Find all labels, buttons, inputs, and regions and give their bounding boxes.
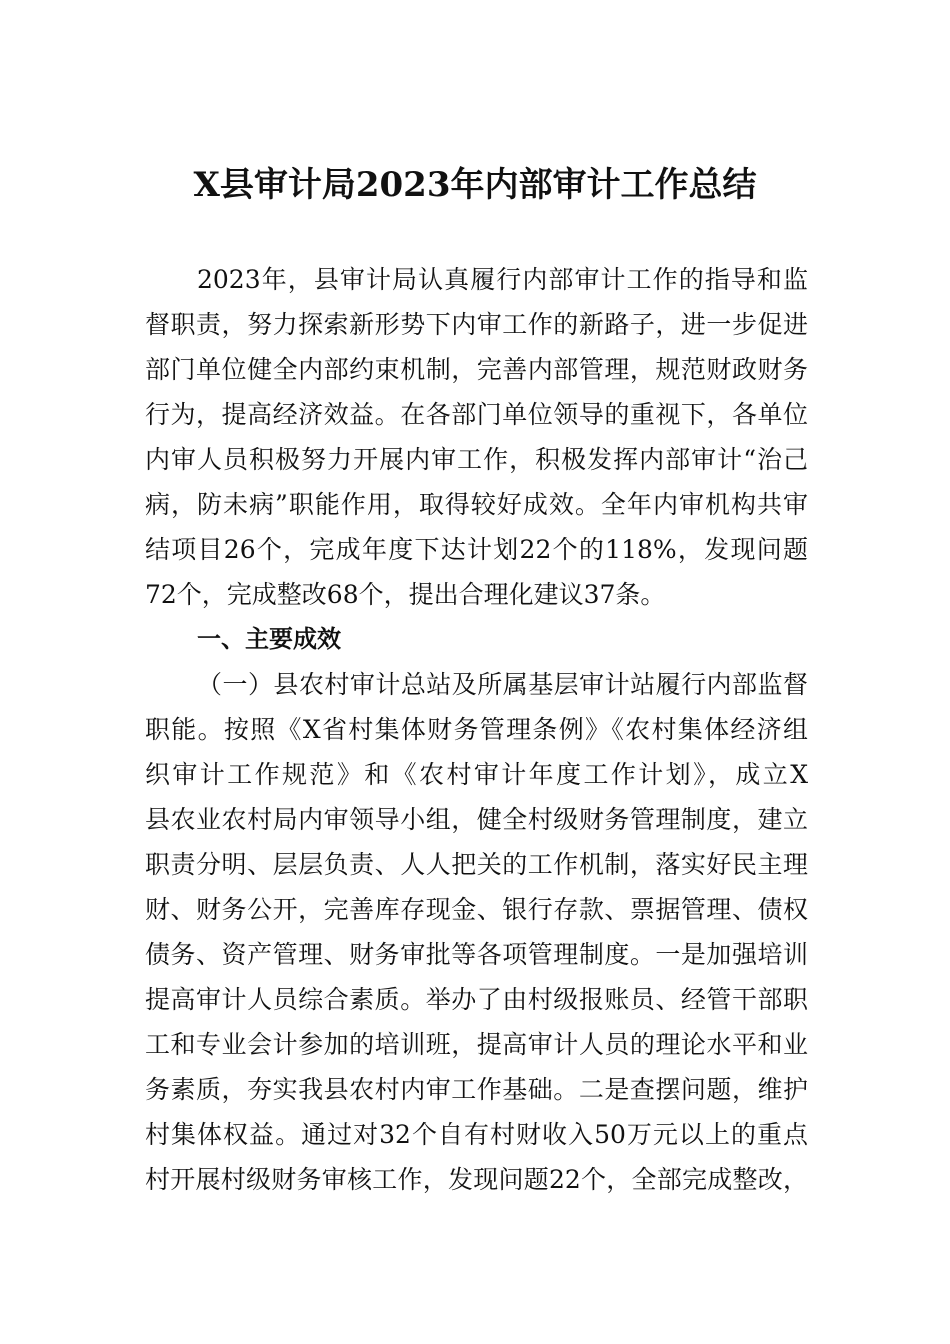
text-line: 部门单位健全内部约束机制，完善内部管理，规范财政财务	[145, 355, 808, 384]
text-line: 病，防未病”职能作用，取得较好成效。全年内审机构共审	[145, 490, 808, 519]
text-line: 县农业农村局内审领导小组，健全村级财务管理制度，建立	[145, 805, 808, 834]
text-line: 工和专业会计参加的培训班，提高审计人员的理论水平和业	[145, 1030, 808, 1059]
paragraph-section-1-1	[145, 662, 808, 1202]
text-line: 财、财务公开，完善库存现金、银行存款、票据管理、债权	[145, 895, 808, 924]
document-title: X县审计局2023年内部审计工作总结	[193, 165, 757, 205]
text-line: 织审计工作规范》和《农村审计年度工作计划》，成立X	[145, 760, 808, 789]
text-line: 村开展村级财务审核工作，发现问题22个，全部完成整改，	[145, 1165, 808, 1194]
text-line: 务素质，夯实我县农村内审工作基础。二是查摆问题，维护	[145, 1075, 808, 1104]
text-line: 结项目26个，完成年度下达计划22个的118%，发现问题	[145, 535, 808, 564]
document-body	[145, 257, 808, 1202]
text-line: 72个，完成整改68个，提出合理化建议37条。	[145, 580, 666, 609]
text-line: 行为，提高经济效益。在各部门单位领导的重视下，各单位	[145, 400, 808, 429]
text-line: 内审人员积极努力开展内审工作，积极发挥内部审计“治己	[145, 445, 808, 474]
text-line: 督职责，努力探索新形势下内审工作的新路子，进一步促进	[145, 310, 808, 339]
text-line: 提高审计人员综合素质。举办了由村级报账员、经管干部职	[145, 985, 808, 1014]
text-line: 村集体权益。通过对32个自有村财收入50万元以上的重点	[145, 1120, 808, 1149]
text-line: （一）县农村审计总站及所属基层审计站履行内部监督	[197, 670, 808, 699]
text-line: 职能。按照《X省村集体财务管理条例》《农村集体经济组	[145, 715, 808, 744]
text-line: 债务、资产管理、财务审批等各项管理制度。一是加强培训	[145, 940, 808, 969]
text-line: 2023年，县审计局认真履行内部审计工作的指导和监	[197, 265, 808, 294]
paragraph-intro	[145, 257, 808, 617]
section-heading: 一、主要成效	[197, 625, 341, 653]
text-line: 职责分明、层层负责、人人把关的工作机制，落实好民主理	[145, 850, 808, 879]
